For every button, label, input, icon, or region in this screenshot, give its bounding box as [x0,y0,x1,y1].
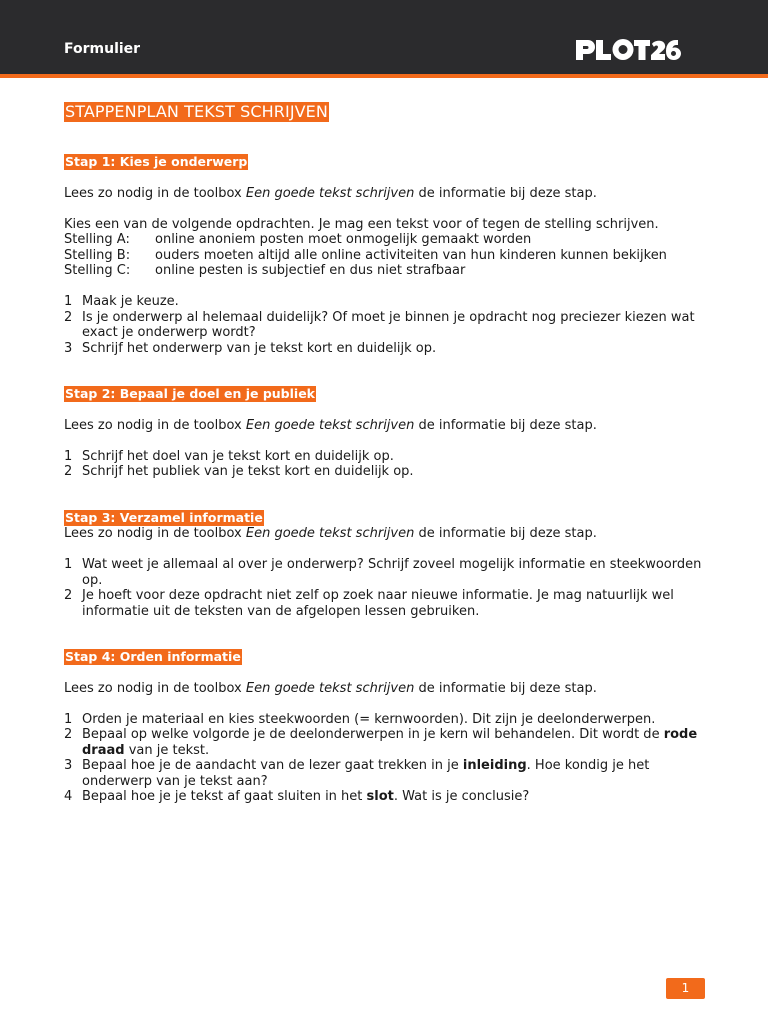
step-3-list [64,557,704,619]
step-3-heading: Stap 3: Verzamel informatie [65,509,263,525]
step-2-heading: Stap 2: Bepaal je doel en je publiek [65,386,315,401]
page-header [0,0,768,78]
toolbox-instruction: Lees zo nodig in de toolbox Een goede tekst schrijven de informatie bij deze stap. [64,185,597,201]
stelling-b: Stelling B: ouders moeten altijd alle online activiteiten van hun kinderen kunnen bekijken [64,247,667,263]
toolbox-instruction: Lees zo nodig in de toolbox Een goede tekst schrijven de informatie bij deze stap. [64,417,597,433]
stelling-c: Stelling C: online pesten is subjectief en dus niet strafbaar [64,263,466,278]
step-3-section [64,510,704,620]
list-item: 3 Schrijf het onderwerp van je tekst kort en duidelijk op. [64,340,437,356]
list-item: 1 Schrijf het doel van je tekst kort en duidelijk op. [64,448,394,464]
step-1-heading: Stap 1: Kies je onderwerp [65,154,248,169]
list-item: 2 Bepaal op welke volgorde je de deelonderwerpen in je kern wil behandelen. Dit wordt de rode draad van je tekst. [64,727,698,758]
document-body [64,102,704,805]
step-1-section [64,154,704,356]
header-label: Formulier [64,41,141,57]
step-4-heading: Stap 4: Orden informatie [65,649,241,664]
list-item: 1 Orden je materiaal en kies steekwoorden (= kernwoorden). Dit zijn je deelonderwerpen. [64,711,656,727]
stelling-a: Stelling A: online anoniem posten moet onmogelijk gemaakt worden [64,232,532,247]
plot26-logo [574,34,682,64]
step-1-intro: Kies een van de volgende opdrachten. Je mag een tekst voor of tegen de stelling schrijven. [64,216,659,232]
list-item: 3 Bepaal hoe je de aandacht van de lezer gaat trekken in je inleiding. Hoe kondig je het onderwerp van je tekst aan? [64,758,650,789]
step-1-list [64,294,704,356]
step-2-section [64,386,704,480]
list-item: 2 Schrijf het publiek van je tekst kort en duidelijk op. [64,464,414,479]
list-item: 1 Maak je keuze. [64,294,179,309]
document-title: STAPPENPLAN TEKST SCHRIJVEN [65,102,328,121]
page-number-badge: 1 [666,978,705,999]
toolbox-instruction: Lees zo nodig in de toolbox Een goede tekst schrijven de informatie bij deze stap. [64,680,597,696]
list-item: 1 Wat weet je allemaal al over je onderwerp? Schrijf zoveel mogelijk informatie en steekwoorden op. [64,557,702,588]
step-4-list [64,712,704,805]
list-item: 2 Is je onderwerp al helemaal duidelijk? Of moet je binnen je opdracht nog preciezer kiezen wat exact je onderwerp wordt? [64,309,695,340]
toolbox-instruction: Lees zo nodig in de toolbox Een goede tekst schrijven de informatie bij deze stap. [64,526,597,541]
list-item: 2 Je hoeft voor deze opdracht niet zelf op zoek naar nieuwe informatie. Je mag natuurlijk wel informatie uit de teksten van de afgelopen lessen gebruiken. [64,588,674,619]
list-item: 4 Bepaal hoe je je tekst af gaat sluiten in het slot. Wat is je conclusie? [64,789,530,804]
step-4-section [64,649,704,805]
step-2-list [64,449,704,480]
